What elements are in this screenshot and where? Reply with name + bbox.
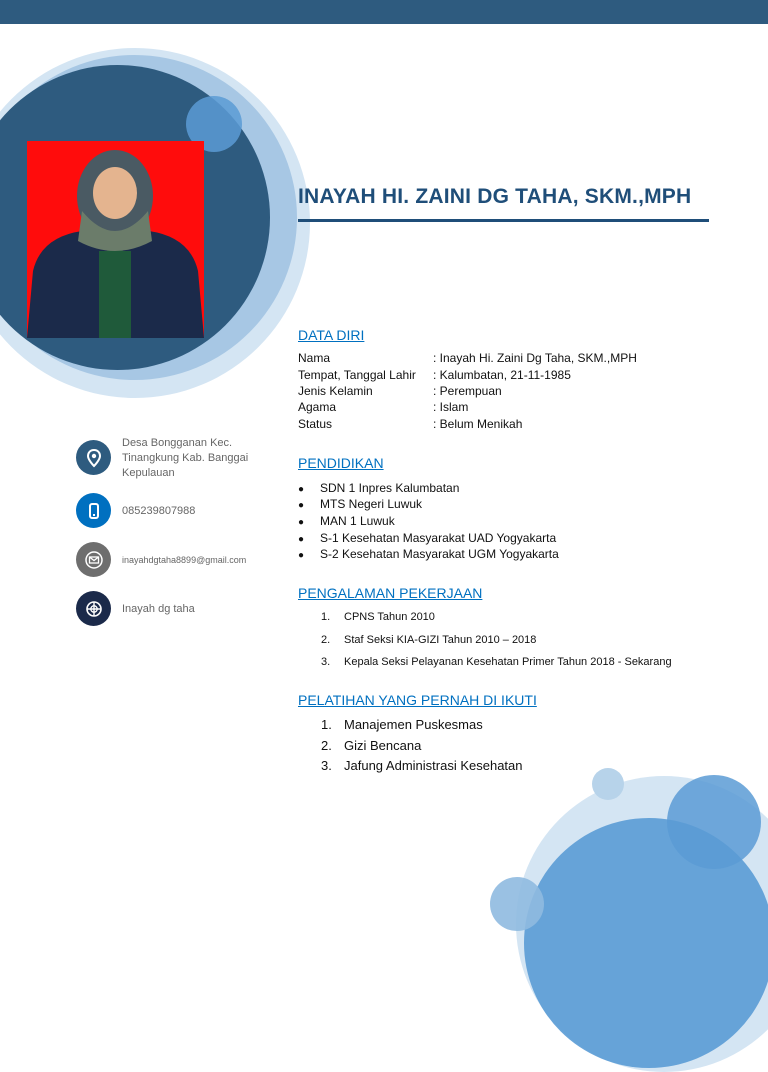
title-underline — [298, 219, 709, 222]
data-value: : Belum Menikah — [433, 417, 523, 431]
section-title-data-diri: DATA DIRI — [298, 327, 365, 343]
bullet-icon: ● — [298, 500, 305, 511]
data-value: : Islam — [433, 400, 469, 414]
list-item-text: Kepala Seksi Pelayanan Kesehatan Primer Tahun 2018 - Sekarang — [344, 656, 672, 668]
profile-photo — [27, 141, 204, 338]
decor-circle-tiny — [592, 768, 624, 800]
list-item-text: Manajemen Puskesmas — [344, 717, 483, 732]
data-value: : Inayah Hi. Zaini Dg Taha, SKM.,MPH — [433, 351, 637, 365]
list-item — [298, 531, 556, 545]
contact-social[interactable]: Inayah dg taha — [122, 603, 195, 615]
list-item — [321, 656, 672, 668]
data-value: : Kalumbatan, 21-11-1985 — [433, 368, 571, 382]
list-item — [298, 481, 459, 495]
bullet-icon: ● — [298, 534, 305, 545]
list-number: 3. — [321, 758, 332, 773]
list-item-text: MAN 1 Luwuk — [320, 514, 395, 528]
list-item-text: MTS Negeri Luwuk — [320, 497, 423, 511]
section-title-pengalaman: PENGALAMAN PEKERJAAN — [298, 585, 483, 601]
top-bar — [0, 0, 768, 24]
list-item-text: S-1 Kesehatan Masyarakat UAD Yogyakarta — [320, 531, 557, 545]
bullet-icon: ● — [298, 484, 305, 495]
contact-address: Desa Bongganan Kec. Tinangkung Kab. Banggai Kepulauan — [122, 437, 249, 479]
list-number: 2. — [321, 634, 331, 646]
page-title: INAYAH HI. ZAINI DG TAHA, SKM.,MPH — [298, 185, 692, 208]
list-item — [321, 717, 483, 732]
contact-phone: 085239807988 — [122, 505, 196, 517]
list-item-text: CPNS Tahun 2010 — [344, 611, 435, 623]
decor-circle-left — [490, 877, 544, 931]
list-number: 2. — [321, 738, 332, 753]
list-item-text: SDN 1 Inpres Kalumbatan — [320, 481, 460, 495]
data-row — [298, 384, 502, 398]
email-icon[interactable] — [76, 542, 111, 577]
data-key: Jenis Kelamin — [298, 384, 373, 398]
list-item — [298, 497, 422, 511]
globe-icon[interactable] — [76, 591, 111, 626]
data-key: Agama — [298, 400, 337, 414]
location-icon — [76, 440, 111, 475]
person-silhouette-icon — [27, 141, 204, 338]
bullet-icon: ● — [298, 550, 305, 561]
list-item — [321, 738, 421, 753]
list-item — [321, 758, 523, 773]
contact-email[interactable]: inayahdgtaha8899@gmail.com — [122, 555, 247, 565]
data-row — [298, 368, 571, 382]
list-number: 3. — [321, 656, 331, 668]
list-item — [321, 611, 435, 623]
bullet-icon: ● — [298, 517, 305, 528]
data-key: Status — [298, 417, 333, 431]
list-number: 1. — [321, 611, 331, 623]
decor-circle-right — [667, 775, 761, 869]
data-key: Tempat, Tanggal Lahir — [298, 368, 416, 382]
data-key: Nama — [298, 351, 331, 365]
list-item-text: Staf Seksi KIA-GIZI Tahun 2010 – 2018 — [344, 634, 537, 646]
list-item — [298, 547, 559, 561]
data-row — [298, 417, 522, 431]
list-item — [298, 514, 395, 528]
data-row — [298, 351, 637, 365]
list-item-text: Jafung Administrasi Kesehatan — [344, 758, 523, 773]
data-row — [298, 400, 468, 414]
list-item — [321, 634, 536, 646]
data-value: : Perempuan — [433, 384, 502, 398]
list-item-text: S-2 Kesehatan Masyarakat UGM Yogyakarta — [320, 547, 559, 561]
list-number: 1. — [321, 717, 332, 732]
list-item-text: Gizi Bencana — [344, 738, 422, 753]
section-title-pelatihan: PELATIHAN YANG PERNAH DI IKUTI — [298, 692, 537, 708]
phone-icon — [76, 493, 111, 528]
section-title-pendidikan: PENDIDIKAN — [298, 455, 384, 471]
